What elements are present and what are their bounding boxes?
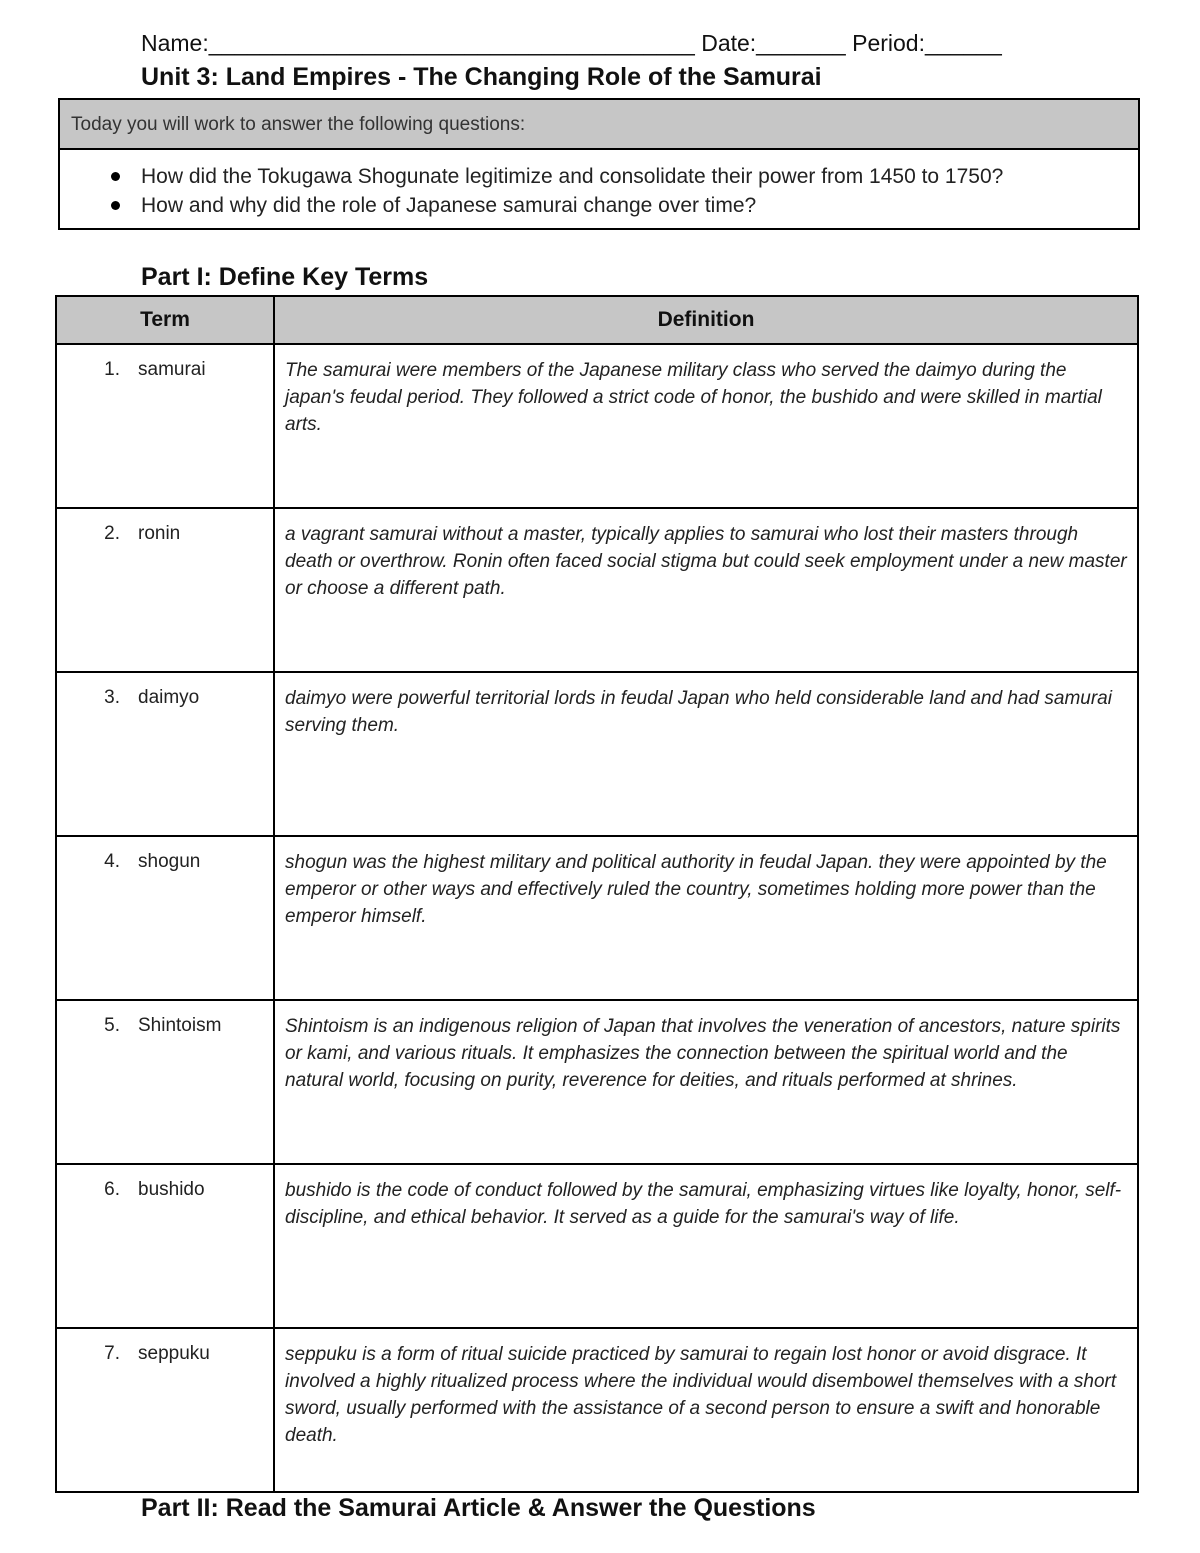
table-row: [56, 1164, 1138, 1328]
term-number: 1.: [104, 359, 120, 380]
term-label: seppuku: [138, 1343, 210, 1364]
term-number: 6.: [104, 1179, 120, 1200]
table-row: [56, 1328, 1138, 1492]
part2-heading: Part II: Read the Samurai Article & Answer the Questions: [141, 1494, 816, 1522]
definition-cell[interactable]: a vagrant samurai without a master, typically applies to samurai who lost their masters through death or overthrow. Ronin often faced social stigma but could seek employment under a new master or choose a different path.: [274, 508, 1138, 672]
definition-cell[interactable]: The samurai were members of the Japanese military class who served the daimyo during the japan's feudal period. They followed a strict code of honor, the bushido and were skilled in martial arts.: [274, 344, 1138, 508]
table-row: [56, 344, 1138, 508]
term-number: 5.: [104, 1015, 120, 1036]
term-label: shogun: [138, 851, 201, 872]
term-cell: [56, 672, 274, 836]
page-title: Unit 3: Land Empires - The Changing Role of the Samurai: [141, 63, 822, 91]
term-column-header: Term: [56, 296, 274, 344]
term-label: samurai: [138, 359, 206, 380]
table-row: [56, 1000, 1138, 1164]
definition-cell[interactable]: shogun was the highest military and political authority in feudal Japan. they were appointed by the emperor or other ways and effectively ruled the country, sometimes holding more power than the emperor himself.: [274, 836, 1138, 1000]
term-cell: [56, 508, 274, 672]
term-cell: [56, 1000, 274, 1164]
term-number: 4.: [104, 851, 120, 872]
term-number: 3.: [104, 687, 120, 708]
term-cell: [56, 836, 274, 1000]
table-row: [56, 672, 1138, 836]
bullet-icon: [111, 172, 120, 181]
definition-column-header: Definition: [274, 296, 1138, 344]
guiding-question-text: How and why did the role of Japanese samurai change over time?: [141, 194, 757, 217]
key-terms-table: [55, 295, 1139, 1493]
term-cell: [56, 1164, 274, 1328]
term-label: Shintoism: [138, 1015, 222, 1036]
term-cell: [56, 344, 274, 508]
guiding-question: [60, 191, 1138, 220]
guiding-questions-heading: Today you will work to answer the following questions:: [60, 100, 1138, 150]
guiding-questions-list: [60, 150, 1138, 220]
bullet-icon: [111, 201, 120, 210]
definition-cell[interactable]: Shintoism is an indigenous religion of Japan that involves the veneration of ancestors, nature spirits or kami, and various rituals. It emphasizes the connection between the spiritual world and the natural world, focusing on purity, reverence for deities, and rituals performed at shrines.: [274, 1000, 1138, 1164]
term-label: ronin: [138, 523, 181, 544]
name-date-period-line: Name:______________________________________ Date:_______ Period:______: [141, 30, 1002, 56]
term-cell: [56, 1328, 274, 1492]
term-label: daimyo: [138, 687, 200, 708]
guiding-question: [60, 162, 1138, 191]
table-row: [56, 508, 1138, 672]
definition-cell[interactable]: bushido is the code of conduct followed by the samurai, emphasizing virtues like loyalty, honor, self-discipline, and ethical behavior. It served as a guide for the samurai's way of life.: [274, 1164, 1138, 1328]
definition-cell[interactable]: daimyo were powerful territorial lords in feudal Japan who held considerable land and had samurai serving them.: [274, 672, 1138, 836]
term-number: 7.: [104, 1343, 120, 1364]
guiding-question-text: How did the Tokugawa Shogunate legitimize and consolidate their power from 1450 to 1750?: [141, 165, 1004, 188]
table-header-row: [56, 296, 1138, 344]
term-label: bushido: [138, 1179, 205, 1200]
guiding-questions-box: [58, 98, 1140, 230]
part1-heading: Part I: Define Key Terms: [141, 263, 429, 291]
term-number: 2.: [104, 523, 120, 544]
table-row: [56, 836, 1138, 1000]
definition-cell[interactable]: seppuku is a form of ritual suicide practiced by samurai to regain lost honor or avoid disgrace. It involved a highly ritualized process where the individual would disembowel themselves with a short sword, usually performed with the assistance of a second person to ensure a swift and honorable death.: [274, 1328, 1138, 1492]
